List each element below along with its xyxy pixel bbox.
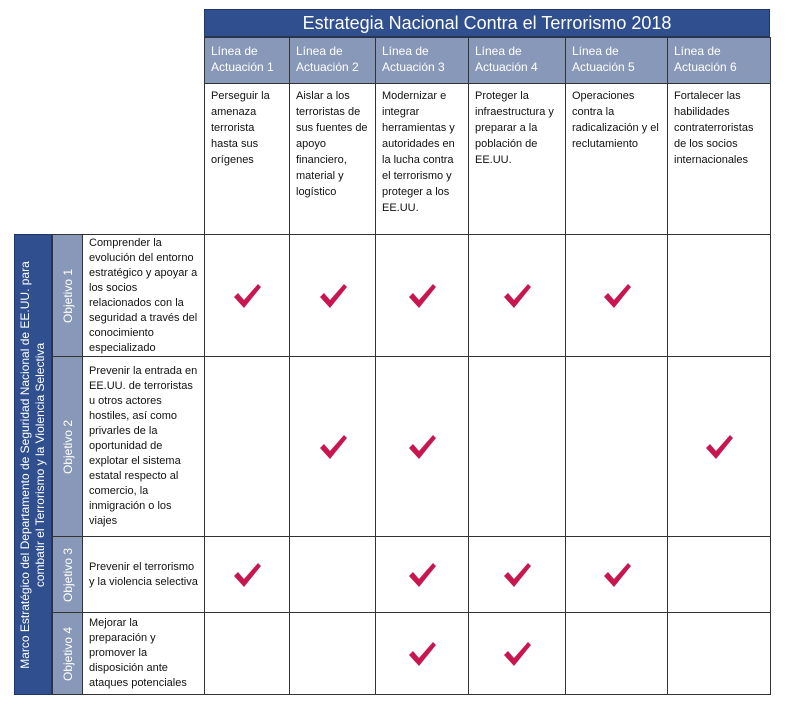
objective-text-1 [82, 234, 205, 357]
objective-label-text: Objetivo 1 [60, 268, 75, 323]
framework-label-line-2: combatir el Terrorismo y la Violencia Selectiva [33, 342, 47, 587]
line-header-1: Línea de Actuación 1 [204, 37, 290, 84]
framework-label-line-1: Marco Estratégico del Departamento de Seguridad Nacional de EE.UU. para [18, 260, 32, 669]
line-header-4: Línea de Actuación 4 [468, 37, 566, 84]
matrix-cell-obj4-line3 [375, 612, 469, 695]
matrix-cell-obj2-line4 [468, 356, 566, 537]
matrix-cell-obj4-line2 [289, 612, 376, 695]
matrix-cell-obj2-line3 [375, 356, 469, 537]
matrix-cell-obj4-line1 [204, 612, 290, 695]
check-mark-icon [318, 281, 348, 311]
objective-text-content: Prevenir la entrada en EE.UU. de terroristas u otros actores hostiles, así como privarles de la oportunidad de explotar el sistema estatal respecto al comercio, la inmigración o los viajes [89, 365, 198, 527]
objective-text-3 [82, 536, 205, 613]
line-description-5: Operaciones contra la radicalización y el reclutamiento [565, 83, 668, 235]
check-mark-icon [407, 639, 437, 669]
check-mark-icon [704, 432, 734, 462]
line-description-1: Perseguir la amenaza terrorista hasta sus orígenes [204, 83, 290, 235]
check-mark-icon [407, 560, 437, 590]
framework-label-text [18, 261, 48, 669]
check-mark-icon [318, 432, 348, 462]
objective-text-content: Prevenir el terrorismo y la violencia selectiva [89, 560, 198, 588]
objective-label-1 [52, 234, 83, 357]
line-header-5: Línea de Actuación 5 [565, 37, 668, 84]
check-mark-icon [407, 281, 437, 311]
matrix-cell-obj3-line2 [289, 536, 376, 613]
check-mark-icon [232, 560, 262, 590]
matrix-cell-obj2-line5 [565, 356, 668, 537]
line-description-2: Aislar a los terroristas de sus fuentes de apoyo financiero, material y logístico [289, 83, 376, 235]
check-mark-icon [602, 560, 632, 590]
objective-label-3 [52, 536, 83, 613]
objective-text-content: Mejorar la preparación y promover la disposición ante ataques potenciales [89, 617, 187, 689]
matrix-cell-obj1-line5 [565, 234, 668, 357]
line-header-3: Línea de Actuación 3 [375, 37, 469, 84]
matrix-cell-obj4-line6 [667, 612, 771, 695]
matrix-cell-obj2-line6 [667, 356, 771, 537]
check-mark-icon [232, 281, 262, 311]
matrix-cell-obj4-line5 [565, 612, 668, 695]
line-description-3: Modernizar e integrar herramientas y autoridades en la lucha contra el terrorismo y proteger a los EE.UU. [375, 83, 469, 235]
matrix-cell-obj1-line3 [375, 234, 469, 357]
matrix-cell-obj3-line4 [468, 536, 566, 613]
line-description-6: Fortalecer las habilidades contraterroristas de los socios internacionales [667, 83, 771, 235]
table-title: Estrategia Nacional Contra el Terrorismo 2018 [204, 9, 770, 37]
line-header-2: Línea de Actuación 2 [289, 37, 376, 84]
objective-label-text: Objetivo 2 [60, 419, 75, 474]
matrix-cell-obj1-line6 [667, 234, 771, 357]
objective-text-2 [82, 356, 205, 537]
line-header-6: Línea de Actuación 6 [667, 37, 771, 84]
matrix-cell-obj2-line2 [289, 356, 376, 537]
check-mark-icon [502, 281, 532, 311]
matrix-cell-obj2-line1 [204, 356, 290, 537]
matrix-cell-obj1-line4 [468, 234, 566, 357]
objective-label-2 [52, 356, 83, 537]
matrix-cell-obj3-line5 [565, 536, 668, 613]
check-mark-icon [407, 432, 437, 462]
framework-label [14, 234, 52, 695]
objective-text-content: Comprender la evolución del entorno estratégico y apoyar a los socios relacionados con la seguridad a través del conocimiento especializado [89, 236, 198, 354]
objective-label-text: Objetivo 3 [60, 547, 75, 602]
matrix-cell-obj4-line4 [468, 612, 566, 695]
objective-text-4 [82, 612, 205, 695]
line-description-4: Proteger la infraestructura y preparar a la población de EE.UU. [468, 83, 566, 235]
check-mark-icon [502, 639, 532, 669]
check-mark-icon [502, 560, 532, 590]
check-mark-icon [602, 281, 632, 311]
matrix-cell-obj3-line3 [375, 536, 469, 613]
matrix-cell-obj3-line1 [204, 536, 290, 613]
objective-label-4 [52, 612, 83, 695]
matrix-cell-obj1-line1 [204, 234, 290, 357]
matrix-cell-obj1-line2 [289, 234, 376, 357]
matrix-cell-obj3-line6 [667, 536, 771, 613]
objective-label-text: Objetivo 4 [60, 626, 75, 681]
